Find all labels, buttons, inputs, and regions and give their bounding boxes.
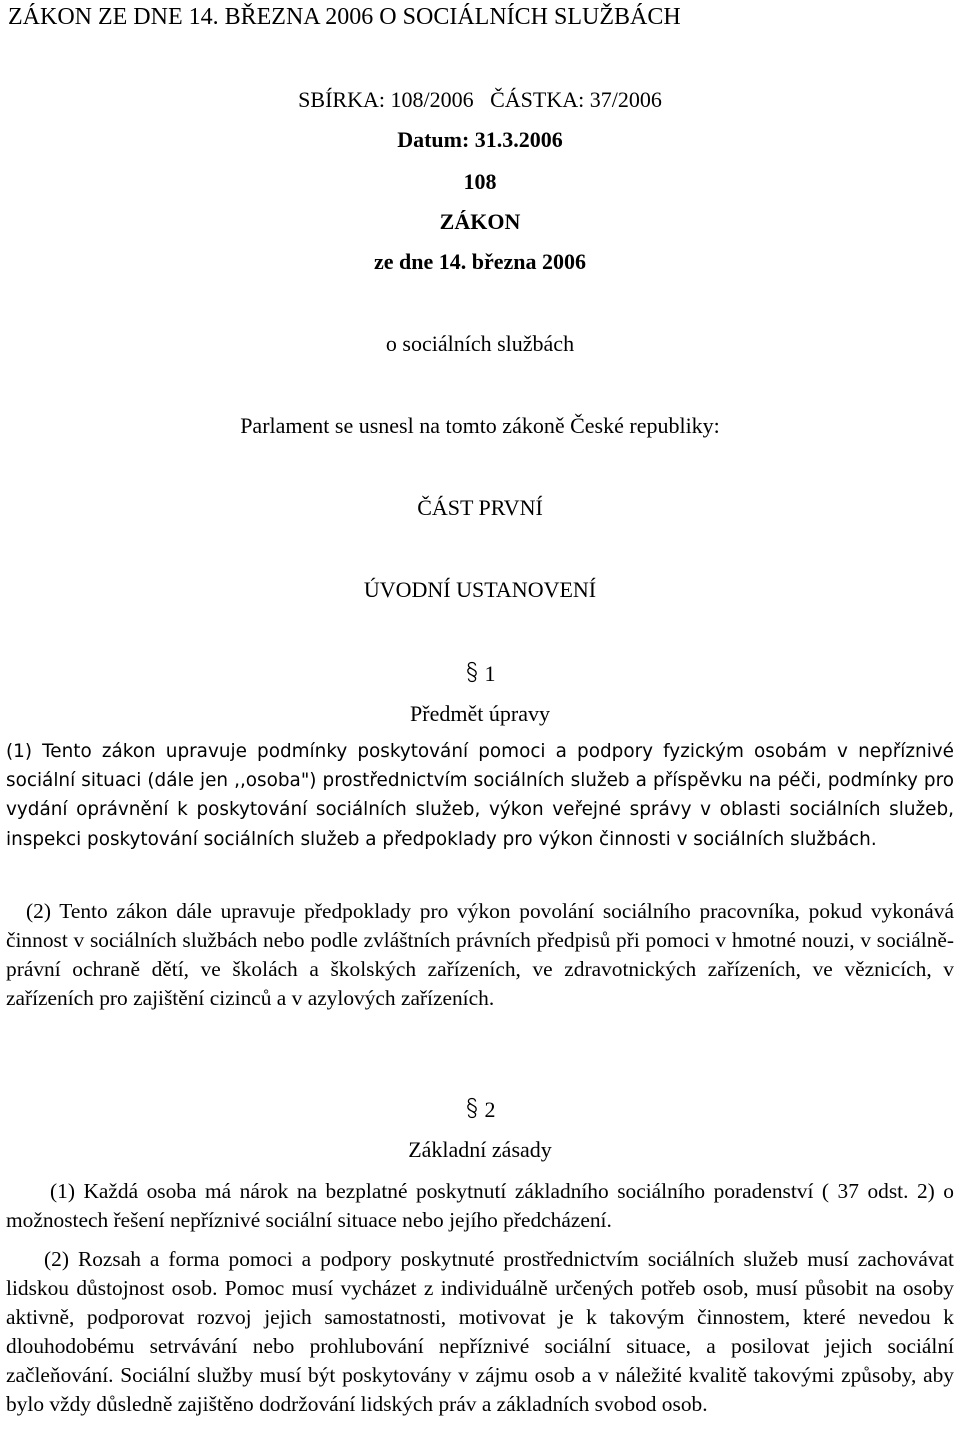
section-1-heading: Předmět úpravy [410,701,550,726]
document-title: ZÁKON ZE DNE 14. BŘEZNA 2006 O SOCIÁLNÍCH SLUŽBÁCH [8,4,681,30]
section-1-paragraph-1: (1) Tento zákon upravuje podmínky poskytování pomoci a podpory fyzickým osobám v nepříznivé sociální situaci (dále jen ,,osoba") prostřednictvím sociálních služeb a příspěvku na péči, podmínky pro vydání oprávnění k poskytování sociálních služeb, výkon veřejné správy v oblasti sociálních služeb, inspekci poskytování sociálních služeb a předpoklady pro výkon činnosti v sociálních službách. [6,741,954,850]
section-2-paragraph-2: (2) Rozsah a forma pomoci a podpory poskytnuté prostřednictvím sociálních služeb musí zachovávat lidskou důstojnost osob. Pomoc musí vycházet z individuálně určených potřeb osob, musí působit na osoby aktivně, podporovat rozvoj jejich samostatnosti, motivovat je k takovým činnostem, které nevedou k dlouhodobému setrvávání nebo prohlubování nepříznivé sociální situace, a posilovat jejich sociální začleňování. Sociální služby musí být poskytovány v zájmu osob a v náležité kvalitě takovými způsoby, aby bylo vždy důsledně zajištěno dodržování lidských práv a základních svobod osob. [6,1247,954,1416]
law-number: 108 [463,169,497,194]
section-sign-icon [465,661,479,683]
section-2-number: 2 [0,1096,960,1124]
part-heading: ČÁST PRVNÍ [417,495,543,520]
section-sign-icon [465,1097,479,1119]
law-date: ze dne 14. března 2006 [373,249,587,274]
date-line: Datum: 31.3.2006 [397,127,563,152]
section-2-heading: Základní zásady [408,1137,552,1162]
section-1-number: 1 [0,660,960,688]
collection-info: SBÍRKA: 108/2006 ČÁSTKA: 37/2006 [298,87,662,112]
section-2-paragraph-1: (1) Každá osoba má nárok na bezplatné poskytnutí základního sociálního poradenství ( 37 odst. 2) o možnostech řešení nepříznivé sociální situace nebo jejího předcházení. [6,1179,954,1232]
law-type: ZÁKON [439,209,521,234]
law-subject: o sociálních službách [385,331,575,356]
enactment-clause: Parlament se usnesl na tomto zákoně České republiky: [240,413,720,438]
section-1-paragraph-2: (2) Tento zákon dále upravuje předpoklady pro výkon povolání sociálního pracovníka, pokud vykonává činnost v sociálních službách nebo podle zvláštních právních předpisů při pomoci v hmotné nouzi, v sociálně-právní ochraně dětí, ve školách a školských zařízeních, ve zdravotnických zařízeních, ve věznicích, v zařízeních pro zajištění cizinců a v azylových zařízeních. [6,899,954,1010]
part-title: ÚVODNÍ USTANOVENÍ [363,577,597,602]
